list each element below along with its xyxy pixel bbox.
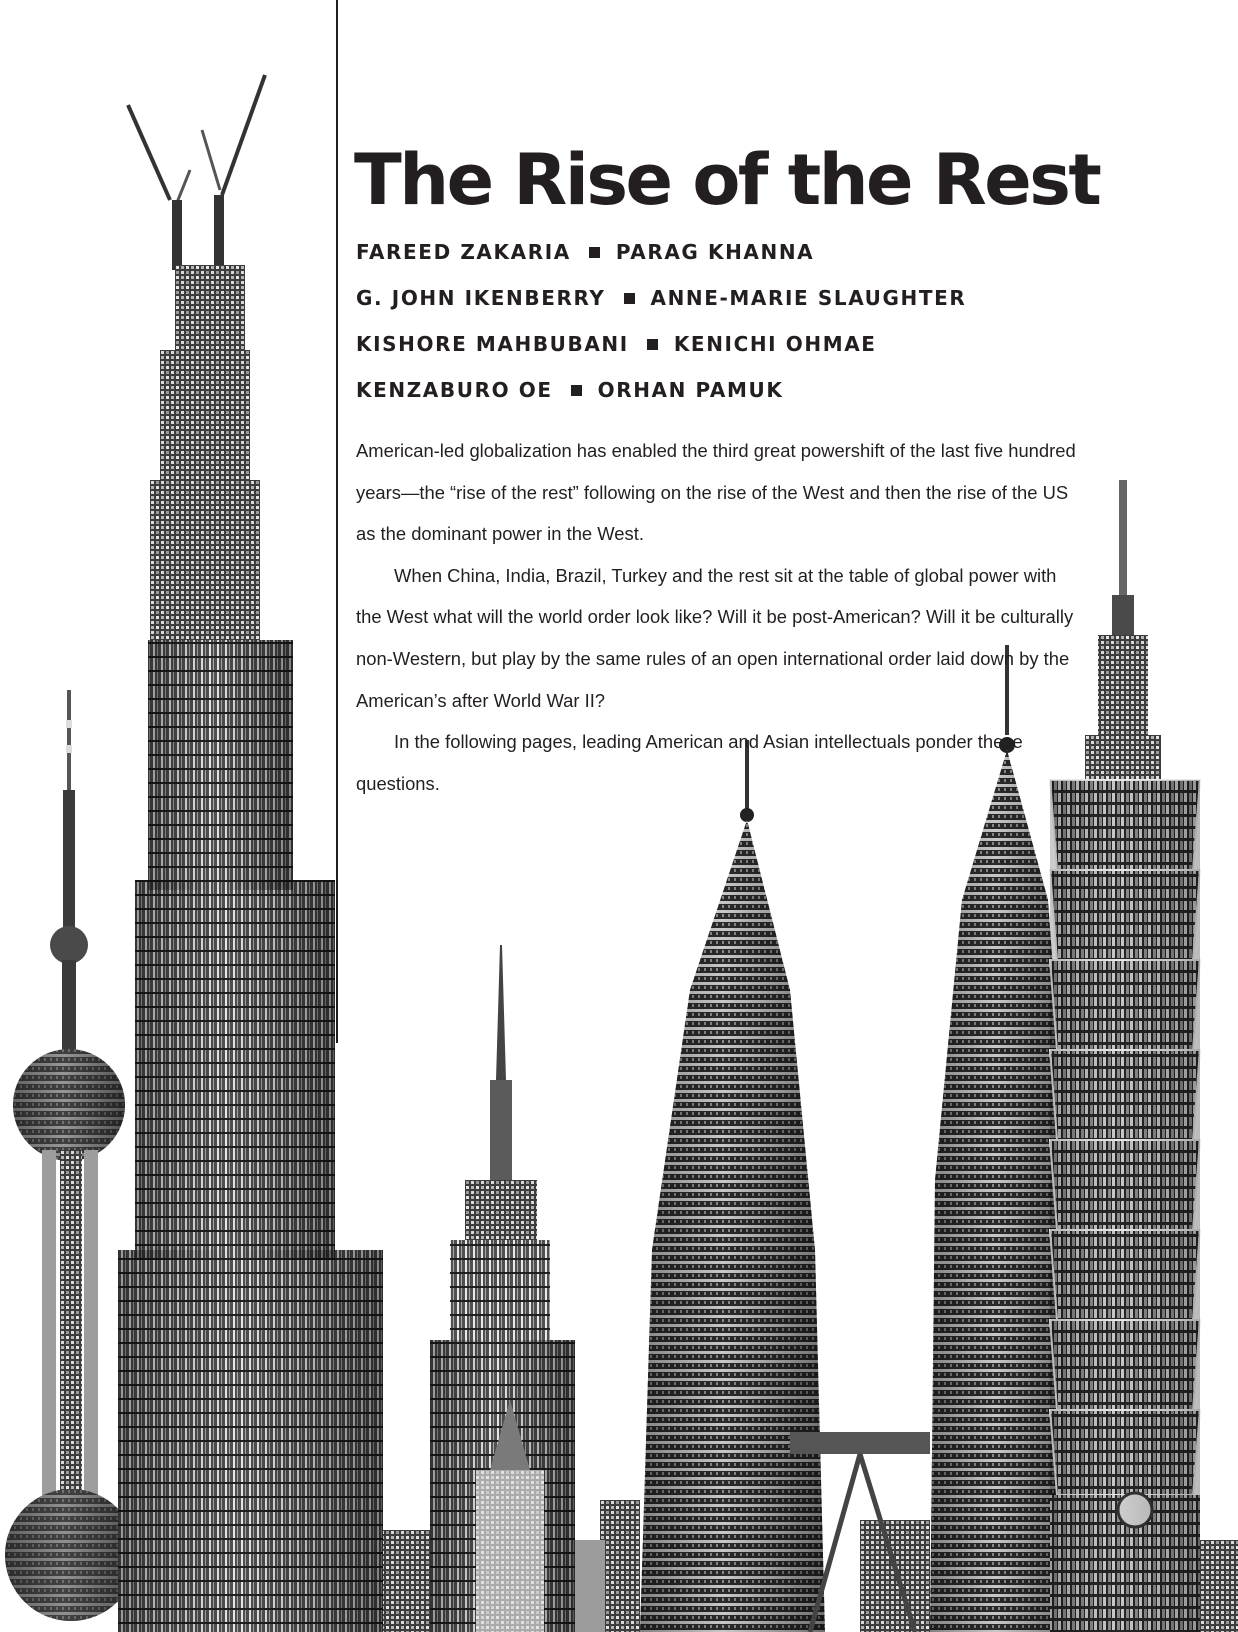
author-name: KENZABURO OE (356, 378, 553, 402)
burj-tower (118, 75, 383, 1632)
pearl-tower (5, 690, 137, 1621)
separator-square-icon (589, 247, 600, 258)
author-line (356, 235, 966, 281)
petronas-tower-1 (640, 740, 825, 1632)
author-line (356, 327, 966, 373)
author-name: KENICHI OHMAE (673, 332, 877, 356)
author-line (356, 373, 966, 419)
author-line (356, 281, 966, 327)
author-name: KISHORE MAHBUBANI (356, 332, 629, 356)
author-list (356, 235, 966, 419)
separator-square-icon (624, 293, 635, 304)
empire-state-tower (430, 945, 575, 1632)
intro-paragraph: In the following pages, leading American and Asian intellectuals ponder these questions. (356, 731, 1023, 794)
author-name: ANNE-MARIE SLAUGHTER (650, 286, 967, 310)
separator-square-icon (647, 339, 658, 350)
author-name: G. JOHN IKENBERRY (356, 286, 606, 310)
intro-paragraph: American-led globalization has enabled the third great powershift of the last five hundred years—the “rise of the rest” following on the rise of the West and then the rise of the US as the dominant power in the West. (356, 440, 1076, 545)
separator-square-icon (571, 385, 582, 396)
author-name: FAREED ZAKARIA (356, 240, 571, 264)
vertical-rule (336, 0, 338, 1043)
author-name: ORHAN PAMUK (597, 378, 784, 402)
article-title: The Rise of the Rest (354, 139, 1100, 221)
article-intro (356, 430, 1076, 804)
author-name: PARAG KHANNA (615, 240, 815, 264)
intro-paragraph: When China, India, Brazil, Turkey and the rest sit at the table of global power with the West what will the world order look like? Will it be post-American? Will it be culturally non-Western, but play by the same rules of an open international order laid down by the American’s after World War II? (356, 564, 1074, 711)
